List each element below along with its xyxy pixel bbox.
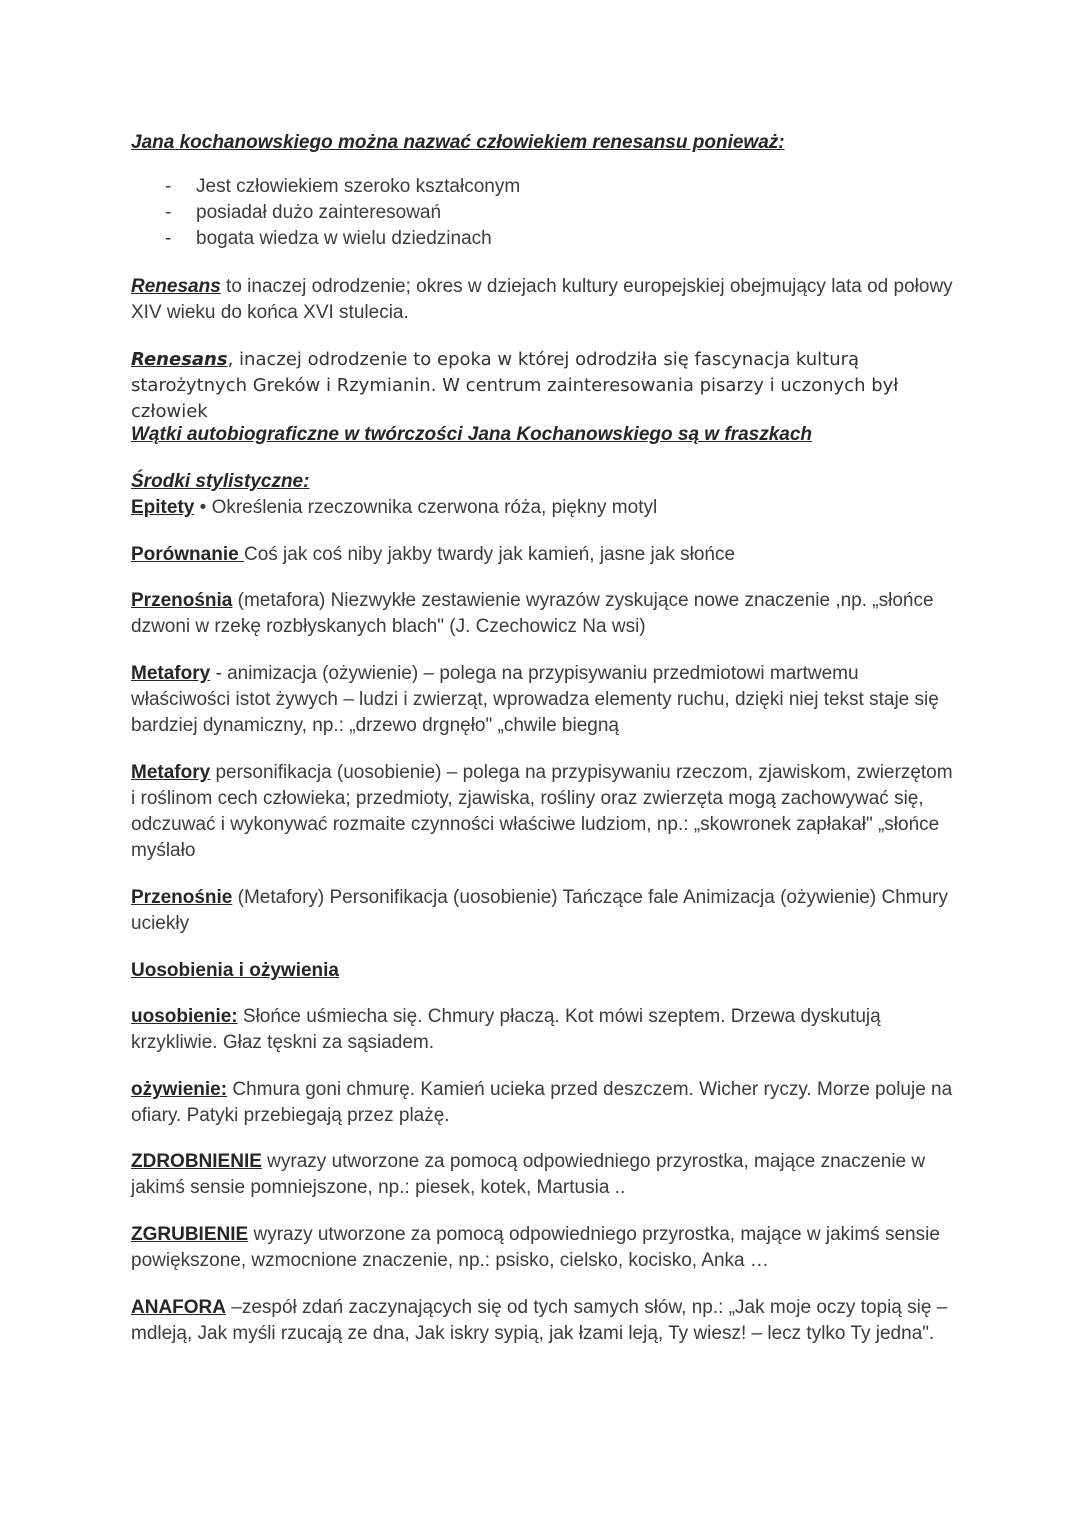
definition-text: –zespół zdań zaczynających się od tych samych słów, np.: „Jak moje oczy topią się – mdleją, Jak myśli rzucają ze dna, Jak iskry sypią, jak łzami leją, Ty wiesz! – lecz tylko Ty jedna". bbox=[131, 1297, 948, 1344]
renesans-epoch bbox=[131, 347, 961, 425]
porownanie-definition bbox=[131, 542, 961, 568]
anafora-definition bbox=[131, 1295, 961, 1347]
definition-text: Chmura goni chmurę. Kamień ucieka przed deszczem. Wicher ryczy. Morze poluje na ofiary. Patyki przebiegają przez plażę. bbox=[131, 1079, 953, 1126]
srodki-heading: Środki stylistyczne: bbox=[131, 471, 310, 492]
ozywienie-examples bbox=[131, 1077, 961, 1129]
definition-text: wyrazy utworzone za pomocą odpowiedniego przyrostka, mające znaczenie w jakimś sensie pomniejszone, np.: piesek, kotek, Martusia .. bbox=[131, 1151, 926, 1198]
term: Porównanie bbox=[131, 544, 244, 565]
zgrubienie-definition bbox=[131, 1222, 961, 1274]
definition-text: (Metafory) Personifikacja (uosobienie) Tańczące fale Animizacja (ożywienie) Chmury uciekły bbox=[131, 887, 948, 934]
list-item-text: bogata wiedza w wielu dziedzinach bbox=[196, 228, 492, 249]
term: Metafory bbox=[131, 663, 211, 684]
epitety-definition bbox=[131, 495, 961, 521]
przenosnie-definition bbox=[131, 885, 961, 937]
list-item bbox=[131, 200, 520, 226]
uosobienia-heading: Uosobienia i ożywienia bbox=[131, 960, 339, 981]
term: Przenośnia bbox=[131, 590, 233, 611]
definition-text: Słońce uśmiecha się. Chmury płaczą. Kot mówi szeptem. Drzewa dyskutują krzykliwie. Głaz tęskni za sąsiadem. bbox=[131, 1006, 881, 1053]
main-heading: Jana kochanowskiego można nazwać człowiekiem renesansu ponieważ: bbox=[131, 132, 785, 153]
term: Przenośnie bbox=[131, 887, 233, 908]
term: ZGRUBIENIE bbox=[131, 1224, 249, 1245]
list-item bbox=[131, 174, 520, 200]
uosobienie-examples bbox=[131, 1004, 961, 1056]
zdrobnienie-definition bbox=[131, 1149, 961, 1201]
definition-text: , inaczej odrodzenie to epoka w której odrodziła się fascynacja kulturą starożytnych Greków i Rzymianin. W centrum zainteresowania pisarzy i uczonych był człowiek bbox=[131, 349, 899, 422]
dash-bullet: - bbox=[165, 202, 172, 223]
renesans-definition bbox=[131, 274, 961, 326]
reasons-list bbox=[131, 174, 520, 252]
watki-heading: Wątki autobiograficzne w twórczości Jana Kochanowskiego są w fraszkach bbox=[131, 424, 813, 445]
definition-text: (metafora) Niezwykłe zestawienie wyrazów zyskujące nowe znaczenie ,np. „słońce dzwoni w rzekę rozbłyskanych blach" (J. Czechowicz Na wsi) bbox=[131, 590, 934, 637]
dash-bullet: - bbox=[165, 176, 172, 197]
definition-text: - animizacja (ożywienie) – polega na przypisywaniu przedmiotowi martwemu właściwości istot żywych – ludzi i zwierząt, wprowadza elementy ruchu, dzięki niej tekst staje się bardziej dynamiczny, np.: „drzewo drgnęło" „chwile biegną bbox=[131, 663, 939, 736]
term: Renesans bbox=[131, 276, 221, 297]
term: Renesans bbox=[131, 349, 228, 370]
definition-text: wyrazy utworzone za pomocą odpowiedniego przyrostka, mające w jakimś sensie powiększone, wzmocnione znaczenie, np.: psisko, cielsko, kocisko, Anka … bbox=[131, 1224, 940, 1271]
list-item-text: posiadał dużo zainteresowań bbox=[196, 202, 442, 223]
definition-text: Coś jak coś niby jakby twardy jak kamień, jasne jak słońce bbox=[243, 544, 736, 565]
dash-bullet: - bbox=[165, 228, 172, 249]
term: Metafory bbox=[131, 762, 211, 783]
definition-text: to inaczej odrodzenie; okres w dziejach kultury europejskiej obejmujący lata od połowy XIV wieku do końca XVI stulecia. bbox=[131, 276, 953, 323]
list-item-text: Jest człowiekiem szeroko kształconym bbox=[196, 176, 521, 197]
metafory-animizacja bbox=[131, 661, 961, 739]
przenosnia-definition bbox=[131, 588, 961, 640]
term: ożywienie: bbox=[131, 1079, 228, 1100]
metafory-personifikacja bbox=[131, 760, 961, 864]
term: ANAFORA bbox=[131, 1297, 226, 1318]
term: uosobienie: bbox=[131, 1006, 238, 1027]
term: ZDROBNIENIE bbox=[131, 1151, 262, 1172]
term: Epitety bbox=[131, 497, 195, 518]
definition-text: personifikacja (uosobienie) – polega na przypisywaniu rzeczom, zjawiskom, zwierzętom i roślinom cech człowieka; przedmioty, zjawiska, rośliny oraz zwierzęta mogą zachowywać się, odczuwać i wykonywać rozmaite czynności właściwe ludziom, np.: „skowronek zapłakał" „słońce myślało bbox=[131, 762, 953, 861]
list-item bbox=[131, 226, 520, 252]
definition-text: • Określenia rzeczownika czerwona róża, piękny motyl bbox=[194, 497, 658, 518]
